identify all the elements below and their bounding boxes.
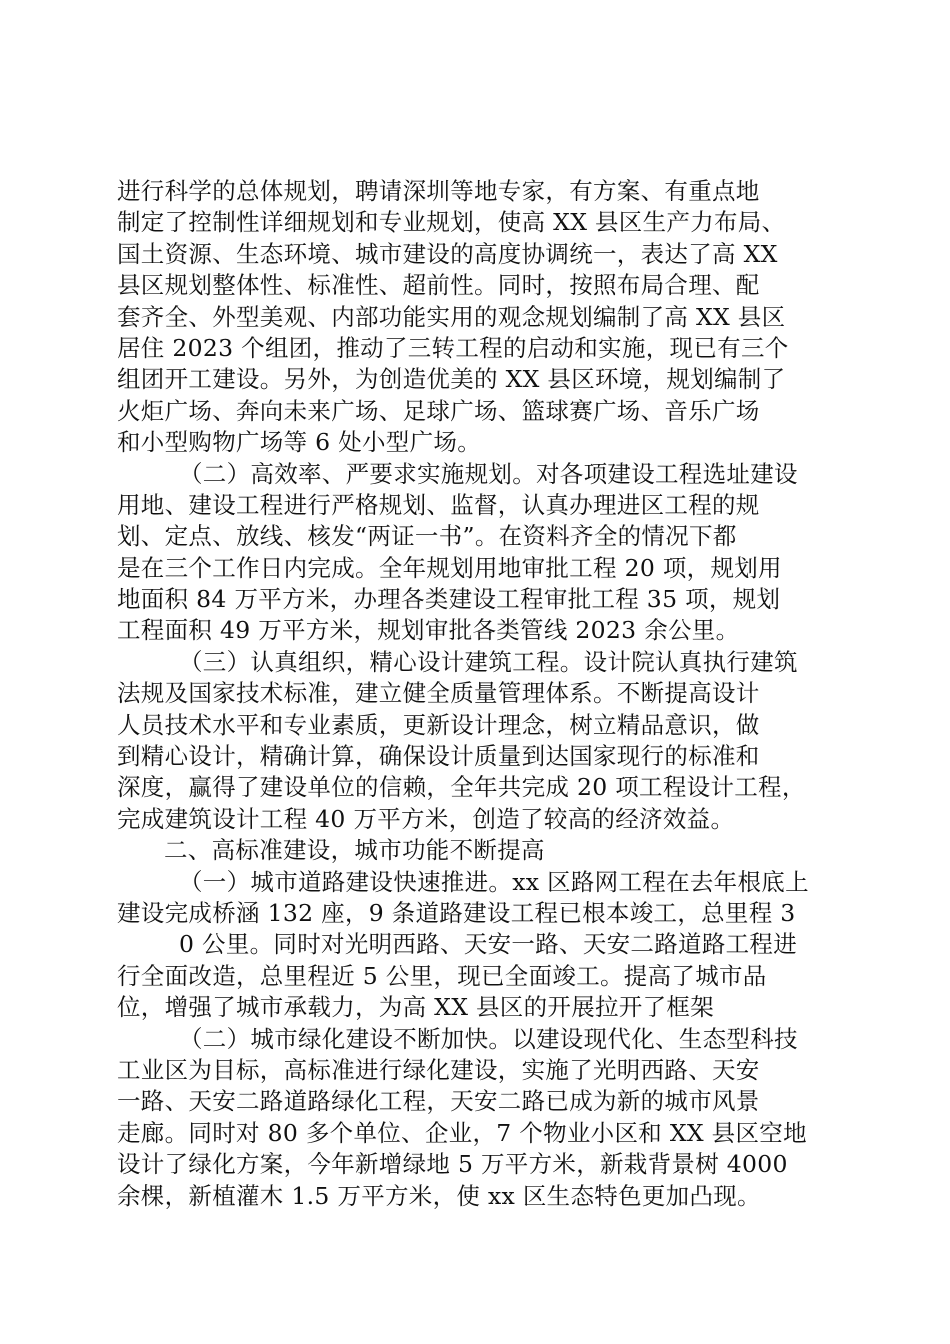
- text-line: 位，增强了城市承载力，为高 XX 县区的开展拉开了框架: [117, 993, 714, 1022]
- text-line: 余棵，新植灌木 1.5 万平方米，使 xx 区生态特色更加凸现。: [117, 1181, 761, 1210]
- text-line: 地面积 84 万平方米，办理各类建设工程审批工程 35 项，规划: [117, 585, 781, 614]
- text-line: 建设完成桥涵 132 座，9 条道路建设工程已根本竣工，总里程 3: [117, 898, 796, 927]
- text-line: 到精心设计，精确计算，确保设计质量到达国家现行的标准和: [117, 742, 760, 771]
- text-line: 走廊。同时对 80 多个单位、企业，7 个物业小区和 XX 县区空地: [117, 1118, 807, 1147]
- text-line: 行全面改造，总里程近 5 公里，现已全面竣工。提高了城市品: [117, 961, 767, 990]
- text-line: 划、定点、放线、核发“两证一书”。在资料齐全的情况下都: [117, 522, 737, 551]
- paragraph-heading-1: （一）城市道路建设快速推进。xx 区路网工程在去年根底上: [179, 867, 809, 896]
- text-line: 和小型购物广场等 6 处小型广场。: [117, 428, 481, 457]
- text-line: 国土资源、生态环境、城市建设的高度协调统一，表达了高 XX: [117, 239, 778, 268]
- paragraph-heading-3: （三）认真组织，精心设计建筑工程。设计院认真执行建筑: [179, 647, 798, 676]
- text-line: 法规及国家技术标准，建立健全质量管理体系。不断提高设计: [117, 679, 760, 708]
- text-line: 套齐全、外型美观、内部功能实用的观念规划编制了高 XX 县区: [117, 302, 786, 331]
- text-line: 用地、建设工程进行严格规划、监督，认真办理进区工程的规: [117, 490, 760, 519]
- text-line: 居住 2023 个组团，推动了三转工程的启动和实施，现已有三个: [117, 333, 789, 362]
- text-line: 工程面积 49 万平方米，规划审批各类管线 2023 余公里。: [117, 616, 740, 645]
- text-line: 火炬广场、奔向未来广场、足球广场、篮球赛广场、音乐广场: [117, 396, 760, 425]
- paragraph-heading-2b: （二）城市绿化建设不断加快。以建设现代化、生态型科技: [179, 1024, 798, 1053]
- text-line: 是在三个工作日内完成。全年规划用地审批工程 20 项，规划用: [117, 553, 782, 582]
- text-line: 0 公里。同时对光明西路、天安一路、天安二路道路工程进: [179, 930, 798, 959]
- text-line: 设计了绿化方案，今年新增绿地 5 万平方米，新栽背景树 4000: [117, 1150, 788, 1179]
- text-line: 进行科学的总体规划，聘请深圳等地专家，有方案、有重点地: [117, 177, 760, 205]
- document-body: [117, 176, 837, 1212]
- text-line: 县区规划整体性、标准性、超前性。同时，按照布局合理、配: [117, 271, 760, 300]
- text-line: 一路、天安二路道路绿化工程，天安二路已成为新的城市风景: [117, 1087, 760, 1116]
- section-heading: 二、高标准建设，城市功能不断提高: [164, 836, 545, 865]
- text-line: 组团开工建设。另外，为创造优美的 XX 县区环境，规划编制了: [117, 365, 786, 394]
- text-line: 工业区为目标，高标准进行绿化建设，实施了光明西路、天安: [117, 1055, 760, 1084]
- text-line: 制定了控制性详细规划和专业规划，使高 XX 县区生产力布局、: [117, 208, 786, 237]
- paragraph-heading-2: （二）高效率、严要求实施规划。对各项建设工程选址建设: [179, 459, 798, 488]
- text-line: 深度，赢得了建设单位的信赖，全年共完成 20 项工程设计工程，: [117, 773, 806, 802]
- text-line: 人员技术水平和专业素质，更新设计理念，树立精品意识，做: [117, 710, 760, 739]
- text-line: 完成建筑设计工程 40 万平方米，创造了较高的经济效益。: [117, 804, 735, 833]
